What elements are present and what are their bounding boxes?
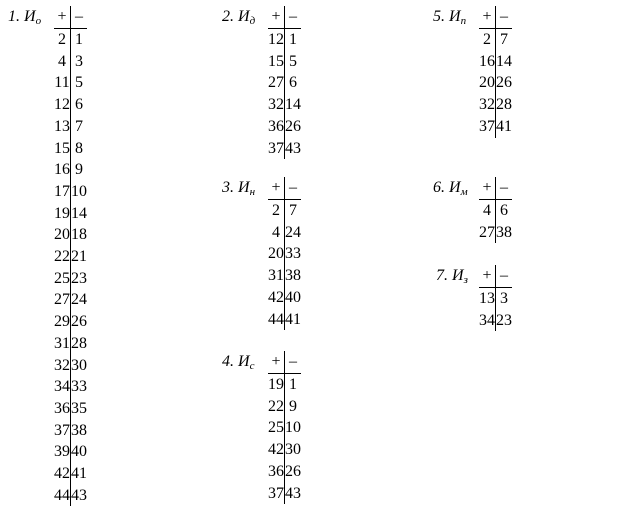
key-table-2 bbox=[268, 6, 301, 159]
minus-header: – bbox=[496, 177, 513, 200]
plus-key-cell: 2 bbox=[54, 29, 71, 51]
plus-key-cell: 16 bbox=[54, 159, 71, 181]
key-table-6 bbox=[479, 177, 512, 243]
minus-key-cell: 6 bbox=[289, 74, 297, 92]
minus-key-cell: 26 bbox=[71, 313, 87, 331]
plus-key-cell: 27 bbox=[479, 222, 496, 244]
table-row bbox=[54, 420, 87, 442]
minus-key-cell: 18 bbox=[71, 226, 87, 244]
plus-key-cell: 25 bbox=[268, 417, 285, 439]
minus-key-cell: 1 bbox=[289, 376, 297, 393]
table-row bbox=[54, 159, 87, 181]
table-row bbox=[268, 94, 301, 116]
table-row bbox=[479, 72, 512, 94]
table-row bbox=[54, 376, 87, 398]
minus-key-cell: 30 bbox=[285, 441, 301, 459]
minus-header: – bbox=[285, 351, 302, 374]
table-row bbox=[479, 94, 512, 116]
minus-key-cell: 41 bbox=[285, 310, 301, 328]
minus-key-cell: 8 bbox=[75, 139, 83, 157]
plus-key-cell: 37 bbox=[268, 138, 285, 160]
plus-header: + bbox=[479, 6, 496, 29]
scale-title-5: 5. Ип bbox=[433, 8, 467, 27]
plus-key-cell: 19 bbox=[268, 374, 285, 396]
plus-key-cell: 4 bbox=[54, 51, 71, 73]
plus-key-cell: 15 bbox=[268, 51, 285, 73]
plus-header: + bbox=[268, 177, 285, 200]
plus-key-cell: 2 bbox=[268, 200, 285, 222]
table-row bbox=[54, 333, 87, 355]
table-row bbox=[479, 200, 512, 222]
table-row bbox=[54, 72, 87, 94]
table-row bbox=[268, 243, 301, 265]
plus-key-cell: 12 bbox=[54, 94, 71, 116]
table-row bbox=[268, 309, 301, 331]
plus-key-cell: 31 bbox=[54, 333, 71, 355]
minus-key-cell: 28 bbox=[496, 96, 512, 114]
plus-key-cell: 42 bbox=[268, 439, 285, 461]
plus-key-cell: 32 bbox=[54, 355, 71, 377]
plus-key-cell: 42 bbox=[268, 287, 285, 309]
table-row bbox=[54, 289, 87, 311]
plus-key-cell: 19 bbox=[54, 203, 71, 225]
key-table-3 bbox=[268, 177, 301, 330]
table-row bbox=[54, 138, 87, 160]
table-row bbox=[268, 374, 301, 396]
minus-key-cell: 28 bbox=[71, 334, 87, 352]
plus-key-cell: 44 bbox=[268, 309, 285, 331]
table-row bbox=[479, 288, 512, 310]
minus-header: – bbox=[496, 6, 513, 29]
minus-key-cell: 24 bbox=[71, 291, 87, 309]
plus-key-cell: 34 bbox=[54, 376, 71, 398]
minus-key-cell: 26 bbox=[285, 462, 301, 480]
scale-title-6: 6. Им bbox=[433, 179, 468, 198]
minus-key-cell: 7 bbox=[500, 31, 508, 48]
plus-key-cell: 34 bbox=[479, 310, 496, 332]
plus-key-cell: 22 bbox=[54, 246, 71, 268]
key-table-7 bbox=[479, 265, 512, 331]
plus-key-cell: 36 bbox=[54, 398, 71, 420]
table-row bbox=[268, 439, 301, 461]
minus-key-cell: 43 bbox=[285, 484, 301, 502]
minus-key-cell: 26 bbox=[285, 117, 301, 135]
minus-key-cell: 40 bbox=[285, 288, 301, 306]
minus-key-cell: 41 bbox=[496, 117, 512, 135]
scale-title-7: 7. Из bbox=[436, 267, 468, 286]
table-row bbox=[54, 224, 87, 246]
plus-key-cell: 36 bbox=[268, 461, 285, 483]
table-row bbox=[479, 116, 512, 138]
table-row bbox=[268, 461, 301, 483]
plus-key-cell: 12 bbox=[268, 29, 285, 51]
table-row bbox=[54, 246, 87, 268]
plus-key-cell: 13 bbox=[54, 116, 71, 138]
table-row bbox=[54, 116, 87, 138]
plus-header: + bbox=[479, 265, 496, 288]
minus-key-cell: 23 bbox=[71, 269, 87, 287]
minus-key-cell: 24 bbox=[285, 223, 301, 241]
scale-title-4: 4. Ис bbox=[222, 353, 255, 372]
plus-key-cell: 11 bbox=[54, 72, 71, 94]
table-row bbox=[54, 203, 87, 225]
plus-key-cell: 13 bbox=[479, 288, 496, 310]
plus-header: + bbox=[268, 351, 285, 374]
minus-key-cell: 33 bbox=[285, 245, 301, 263]
table-row bbox=[54, 94, 87, 116]
table-row bbox=[54, 441, 87, 463]
plus-key-cell: 37 bbox=[268, 483, 285, 505]
minus-header: – bbox=[285, 6, 302, 29]
plus-key-cell: 42 bbox=[54, 463, 71, 485]
table-row bbox=[268, 265, 301, 287]
table-row bbox=[54, 311, 87, 333]
plus-key-cell: 44 bbox=[54, 485, 71, 507]
table-row bbox=[479, 51, 512, 73]
table-row bbox=[54, 51, 87, 73]
plus-header: + bbox=[268, 6, 285, 29]
scale-title-1: 1. Ио bbox=[8, 8, 42, 27]
plus-key-cell: 31 bbox=[268, 265, 285, 287]
minus-key-cell: 3 bbox=[500, 290, 508, 307]
table-row bbox=[268, 483, 301, 505]
plus-key-cell: 17 bbox=[54, 181, 71, 203]
table-row bbox=[268, 222, 301, 244]
minus-key-cell: 10 bbox=[285, 419, 301, 437]
plus-key-cell: 37 bbox=[54, 420, 71, 442]
plus-key-cell: 22 bbox=[268, 396, 285, 418]
plus-key-cell: 27 bbox=[54, 289, 71, 311]
table-row bbox=[268, 287, 301, 309]
plus-header: + bbox=[479, 177, 496, 200]
table-row bbox=[479, 310, 512, 332]
minus-key-cell: 1 bbox=[75, 31, 83, 48]
minus-key-cell: 9 bbox=[75, 161, 83, 179]
key-table-5 bbox=[479, 6, 512, 138]
minus-key-cell: 38 bbox=[71, 421, 87, 439]
plus-key-cell: 27 bbox=[268, 72, 285, 94]
minus-key-cell: 9 bbox=[289, 397, 297, 415]
minus-header: – bbox=[496, 265, 513, 288]
minus-key-cell: 40 bbox=[71, 443, 87, 461]
table-row bbox=[268, 200, 301, 222]
minus-key-cell: 38 bbox=[496, 223, 512, 241]
minus-key-cell: 14 bbox=[496, 52, 512, 70]
table-row bbox=[54, 181, 87, 203]
table-row bbox=[268, 51, 301, 73]
table-row bbox=[54, 355, 87, 377]
table-row bbox=[54, 463, 87, 485]
table-row bbox=[54, 29, 87, 51]
plus-key-cell: 32 bbox=[268, 94, 285, 116]
table-row bbox=[268, 116, 301, 138]
plus-key-cell: 15 bbox=[54, 138, 71, 160]
table-row bbox=[54, 268, 87, 290]
plus-key-cell: 20 bbox=[479, 72, 496, 94]
plus-header: + bbox=[54, 6, 71, 29]
plus-key-cell: 39 bbox=[54, 441, 71, 463]
plus-key-cell: 37 bbox=[479, 116, 496, 138]
minus-key-cell: 43 bbox=[71, 486, 87, 504]
table-row bbox=[54, 398, 87, 420]
minus-key-cell: 30 bbox=[71, 356, 87, 374]
minus-key-cell: 35 bbox=[71, 399, 87, 417]
scale-title-2: 2. Ид bbox=[222, 8, 256, 27]
minus-key-cell: 3 bbox=[75, 52, 83, 70]
plus-key-cell: 20 bbox=[268, 243, 285, 265]
minus-key-cell: 7 bbox=[75, 117, 83, 135]
key-table-4 bbox=[268, 351, 301, 504]
minus-key-cell: 6 bbox=[500, 202, 508, 219]
table-row bbox=[268, 417, 301, 439]
minus-key-cell: 7 bbox=[289, 202, 297, 219]
minus-key-cell: 41 bbox=[71, 465, 87, 483]
plus-key-cell: 25 bbox=[54, 268, 71, 290]
table-row bbox=[479, 29, 512, 51]
plus-key-cell: 20 bbox=[54, 224, 71, 246]
minus-key-cell: 1 bbox=[289, 31, 297, 48]
table-row bbox=[479, 222, 512, 244]
table-row bbox=[268, 29, 301, 51]
plus-key-cell: 36 bbox=[268, 116, 285, 138]
minus-key-cell: 38 bbox=[285, 267, 301, 285]
minus-key-cell: 6 bbox=[75, 96, 83, 114]
minus-header: – bbox=[285, 177, 302, 200]
minus-key-cell: 26 bbox=[496, 74, 512, 92]
key-table-1 bbox=[54, 6, 87, 506]
plus-key-cell: 16 bbox=[479, 51, 496, 73]
minus-key-cell: 23 bbox=[496, 311, 512, 329]
minus-key-cell: 5 bbox=[75, 74, 83, 92]
plus-key-cell: 2 bbox=[479, 29, 496, 51]
minus-key-cell: 14 bbox=[285, 96, 301, 114]
minus-key-cell: 21 bbox=[71, 248, 87, 266]
plus-key-cell: 29 bbox=[54, 311, 71, 333]
minus-key-cell: 14 bbox=[71, 204, 87, 222]
minus-key-cell: 10 bbox=[71, 182, 87, 200]
minus-key-cell: 33 bbox=[71, 378, 87, 396]
minus-key-cell: 5 bbox=[289, 52, 297, 70]
scale-title-3: 3. Ин bbox=[222, 179, 256, 198]
plus-key-cell: 4 bbox=[479, 200, 496, 222]
minus-key-cell: 43 bbox=[285, 139, 301, 157]
minus-header: – bbox=[71, 6, 88, 29]
plus-key-cell: 32 bbox=[479, 94, 496, 116]
table-row bbox=[268, 72, 301, 94]
table-row bbox=[268, 396, 301, 418]
plus-key-cell: 4 bbox=[268, 222, 285, 244]
table-row bbox=[54, 485, 87, 507]
table-row bbox=[268, 138, 301, 160]
